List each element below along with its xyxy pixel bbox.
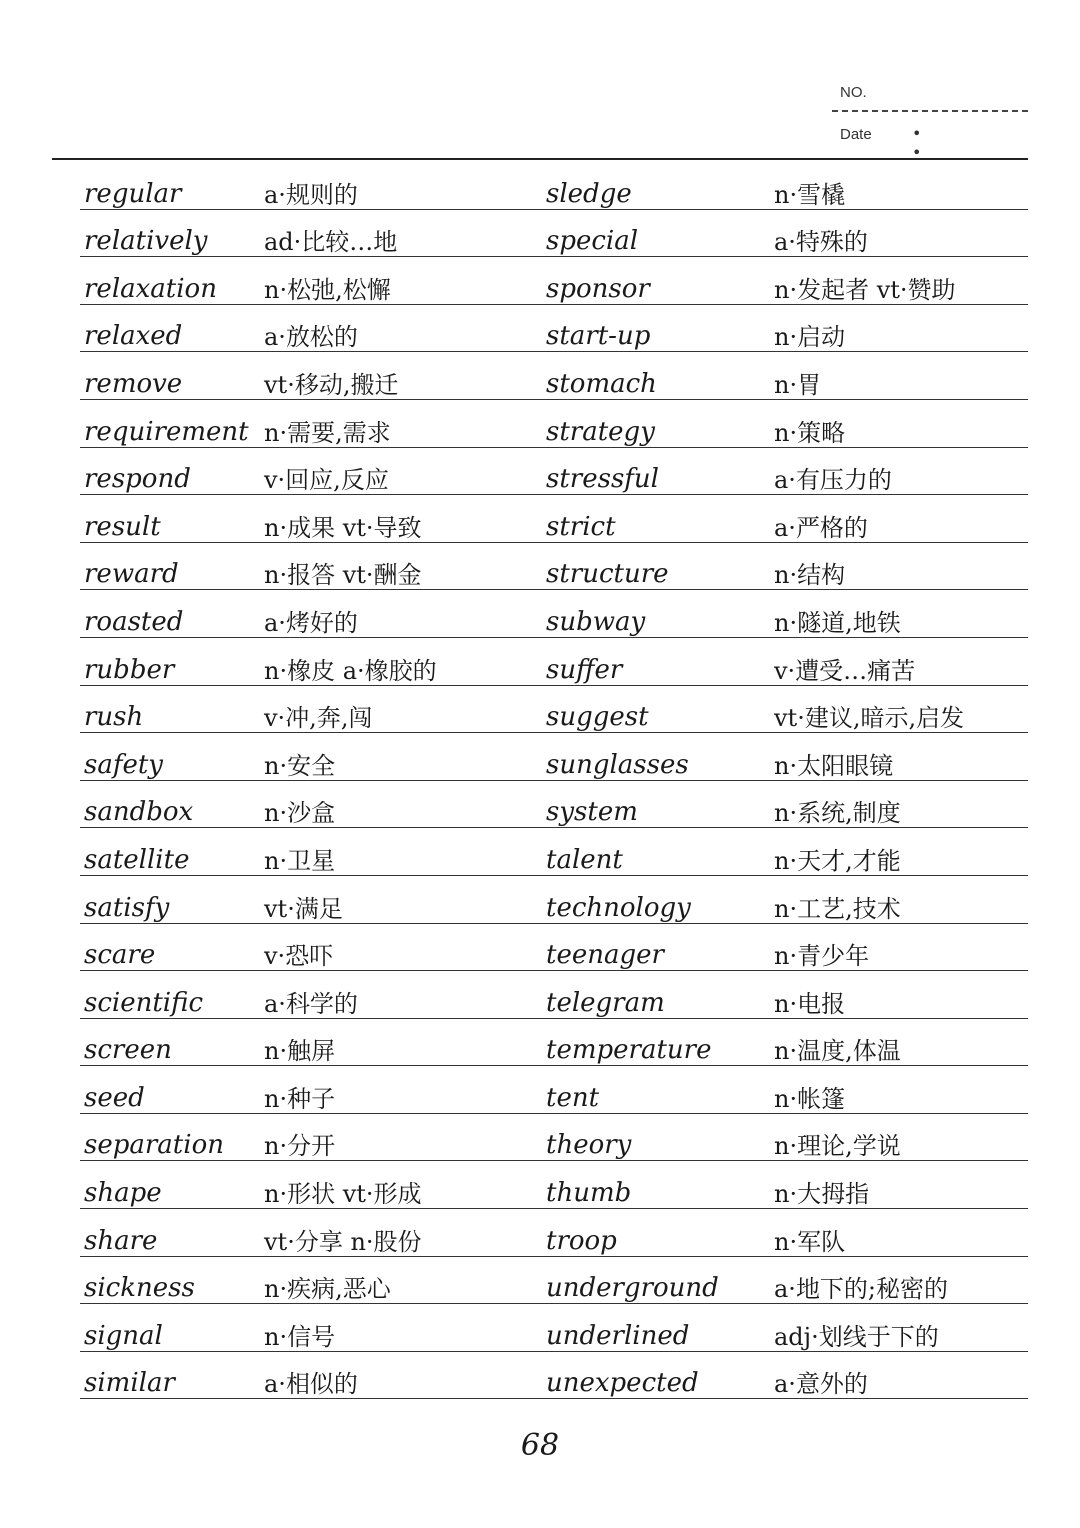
vocab-row (52, 1209, 1028, 1257)
chinese-meaning: n·松弛,松懈 (264, 275, 391, 304)
english-word: unexpected (546, 1368, 699, 1399)
english-word: screen (84, 1035, 172, 1066)
chinese-meaning: n·电报 (774, 989, 846, 1018)
english-word: relaxed (84, 321, 183, 352)
top-rule-line (52, 158, 1028, 160)
chinese-meaning: n·胃 (774, 370, 822, 399)
english-word: shape (84, 1178, 162, 1209)
chinese-meaning: n·发起者 vt·赞助 (774, 275, 956, 304)
english-word: signal (84, 1320, 163, 1351)
date-label: Date (840, 126, 872, 143)
chinese-meaning: a·科学的 (264, 989, 358, 1018)
chinese-meaning: n·卫星 (264, 846, 336, 875)
english-word: system (546, 797, 638, 828)
english-word: similar (84, 1368, 175, 1399)
english-word: telegram (546, 987, 665, 1018)
chinese-meaning: a·有压力的 (774, 466, 892, 495)
chinese-meaning: n·疾病,恶心 (264, 1275, 391, 1304)
chinese-meaning: a·规则的 (264, 180, 358, 209)
header-dashed-divider (832, 110, 1028, 112)
english-word: satisfy (84, 892, 170, 923)
vocab-row (52, 1114, 1028, 1162)
vocab-row (52, 781, 1028, 829)
english-word: relaxation (84, 273, 217, 304)
vocab-row (52, 971, 1028, 1019)
chinese-meaning: n·工艺,技术 (774, 894, 901, 923)
vocab-row (52, 828, 1028, 876)
english-word: suffer (546, 654, 623, 685)
chinese-meaning: ad·比较…地 (264, 228, 398, 257)
chinese-meaning: n·橡皮 a·橡胶的 (264, 656, 437, 685)
english-word: temperature (546, 1035, 712, 1066)
chinese-meaning: n·启动 (774, 323, 846, 352)
chinese-meaning: n·沙盒 (264, 799, 336, 828)
chinese-meaning: n·温度,体温 (774, 1037, 901, 1066)
vocab-row (52, 162, 1028, 210)
english-word: seed (84, 1082, 145, 1113)
english-word: tent (546, 1082, 600, 1113)
chinese-meaning: v·冲,奔,闯 (264, 704, 373, 733)
english-word: start-up (546, 321, 651, 352)
page-number: 68 (520, 1428, 560, 1463)
english-word: satellite (84, 844, 190, 875)
chinese-meaning: n·太阳眼镜 (774, 751, 894, 780)
english-word: regular (84, 178, 182, 209)
english-word: strict (546, 511, 616, 542)
chinese-meaning: n·成果 vt·导致 (264, 513, 422, 542)
chinese-meaning: n·雪橇 (774, 180, 846, 209)
chinese-meaning: n·策略 (774, 418, 846, 447)
english-word: technology (546, 892, 691, 923)
english-word: relatively (84, 226, 208, 257)
chinese-meaning: n·理论,学说 (774, 1132, 901, 1161)
english-word: share (84, 1225, 158, 1256)
chinese-meaning: vt·移动,搬迁 (264, 370, 399, 399)
chinese-meaning: n·系统,制度 (774, 799, 901, 828)
chinese-meaning: v·恐吓 (264, 942, 334, 971)
vocab-row (52, 1066, 1028, 1114)
chinese-meaning: n·种子 (264, 1084, 336, 1113)
english-word: special (546, 226, 639, 257)
english-word: respond (84, 464, 191, 495)
no-label: NO. (840, 84, 867, 101)
chinese-meaning: a·严格的 (774, 513, 868, 542)
english-word: underground (546, 1273, 719, 1304)
vocab-row (52, 733, 1028, 781)
chinese-meaning: n·青少年 (774, 942, 870, 971)
english-word: safety (84, 749, 163, 780)
english-word: rubber (84, 654, 175, 685)
chinese-meaning: n·军队 (774, 1227, 846, 1256)
vocab-row (52, 924, 1028, 972)
english-word: structure (546, 559, 669, 590)
chinese-meaning: n·隧道,地铁 (774, 608, 901, 637)
english-word: teenager (546, 940, 664, 971)
english-word: result (84, 511, 161, 542)
date-dots: • • (912, 124, 960, 162)
english-word: sickness (84, 1273, 195, 1304)
vocab-row (52, 352, 1028, 400)
english-word: underlined (546, 1320, 690, 1351)
vocab-row (52, 257, 1028, 305)
vocab-row (52, 543, 1028, 591)
chinese-meaning: n·触屏 (264, 1037, 336, 1066)
english-word: talent (546, 844, 623, 875)
chinese-meaning: a·意外的 (774, 1370, 868, 1399)
chinese-meaning: a·放松的 (264, 323, 358, 352)
vocab-row (52, 448, 1028, 496)
english-word: reward (84, 559, 179, 590)
english-word: roasted (84, 606, 184, 637)
vocab-row (52, 1304, 1028, 1352)
chinese-meaning: vt·分享 n·股份 (264, 1227, 422, 1256)
chinese-meaning: n·结构 (774, 561, 846, 590)
english-word: sledge (546, 178, 632, 209)
chinese-meaning: n·帐篷 (774, 1084, 846, 1113)
vocab-row (52, 686, 1028, 734)
english-word: suggest (546, 702, 649, 733)
english-word: requirement (84, 416, 249, 447)
vocab-row (52, 1161, 1028, 1209)
vocab-row (52, 638, 1028, 686)
vocab-row (52, 305, 1028, 353)
vocab-row (52, 876, 1028, 924)
chinese-meaning: n·天才,才能 (774, 846, 901, 875)
chinese-meaning: n·形状 vt·形成 (264, 1180, 422, 1209)
english-word: stressful (546, 464, 659, 495)
vocab-row (52, 590, 1028, 638)
english-word: stomach (546, 368, 657, 399)
english-word: theory (546, 1130, 632, 1161)
chinese-meaning: a·烤好的 (264, 608, 358, 637)
english-word: strategy (546, 416, 655, 447)
chinese-meaning: v·回应,反应 (264, 466, 389, 495)
chinese-meaning: vt·满足 (264, 894, 343, 923)
chinese-meaning: n·需要,需求 (264, 418, 391, 447)
english-word: subway (546, 606, 646, 637)
english-word: scare (84, 940, 156, 971)
vocab-row (52, 495, 1028, 543)
english-word: troop (546, 1225, 617, 1256)
chinese-meaning: n·分开 (264, 1132, 336, 1161)
english-word: sponsor (546, 273, 650, 304)
chinese-meaning: a·相似的 (264, 1370, 358, 1399)
vocab-row (52, 400, 1028, 448)
english-word: sunglasses (546, 749, 689, 780)
vocab-row (52, 210, 1028, 258)
chinese-meaning: a·特殊的 (774, 228, 868, 257)
chinese-meaning: adj·划线于下的 (774, 1322, 939, 1351)
english-word: scientific (84, 987, 204, 1018)
english-word: rush (84, 702, 144, 733)
vocab-row (52, 1352, 1028, 1400)
english-word: thumb (546, 1178, 632, 1209)
chinese-meaning: a·地下的;秘密的 (774, 1275, 949, 1304)
english-word: separation (84, 1130, 224, 1161)
chinese-meaning: n·大拇指 (774, 1180, 870, 1209)
vocab-row (52, 1019, 1028, 1067)
chinese-meaning: v·遭受…痛苦 (774, 656, 916, 685)
chinese-meaning: n·报答 vt·酬金 (264, 561, 422, 590)
vocabulary-list (52, 162, 1028, 1399)
chinese-meaning: vt·建议,暗示,启发 (774, 704, 965, 733)
chinese-meaning: n·信号 (264, 1322, 336, 1351)
vocab-row (52, 1257, 1028, 1305)
english-word: remove (84, 368, 183, 399)
chinese-meaning: n·安全 (264, 751, 336, 780)
english-word: sandbox (84, 797, 194, 828)
